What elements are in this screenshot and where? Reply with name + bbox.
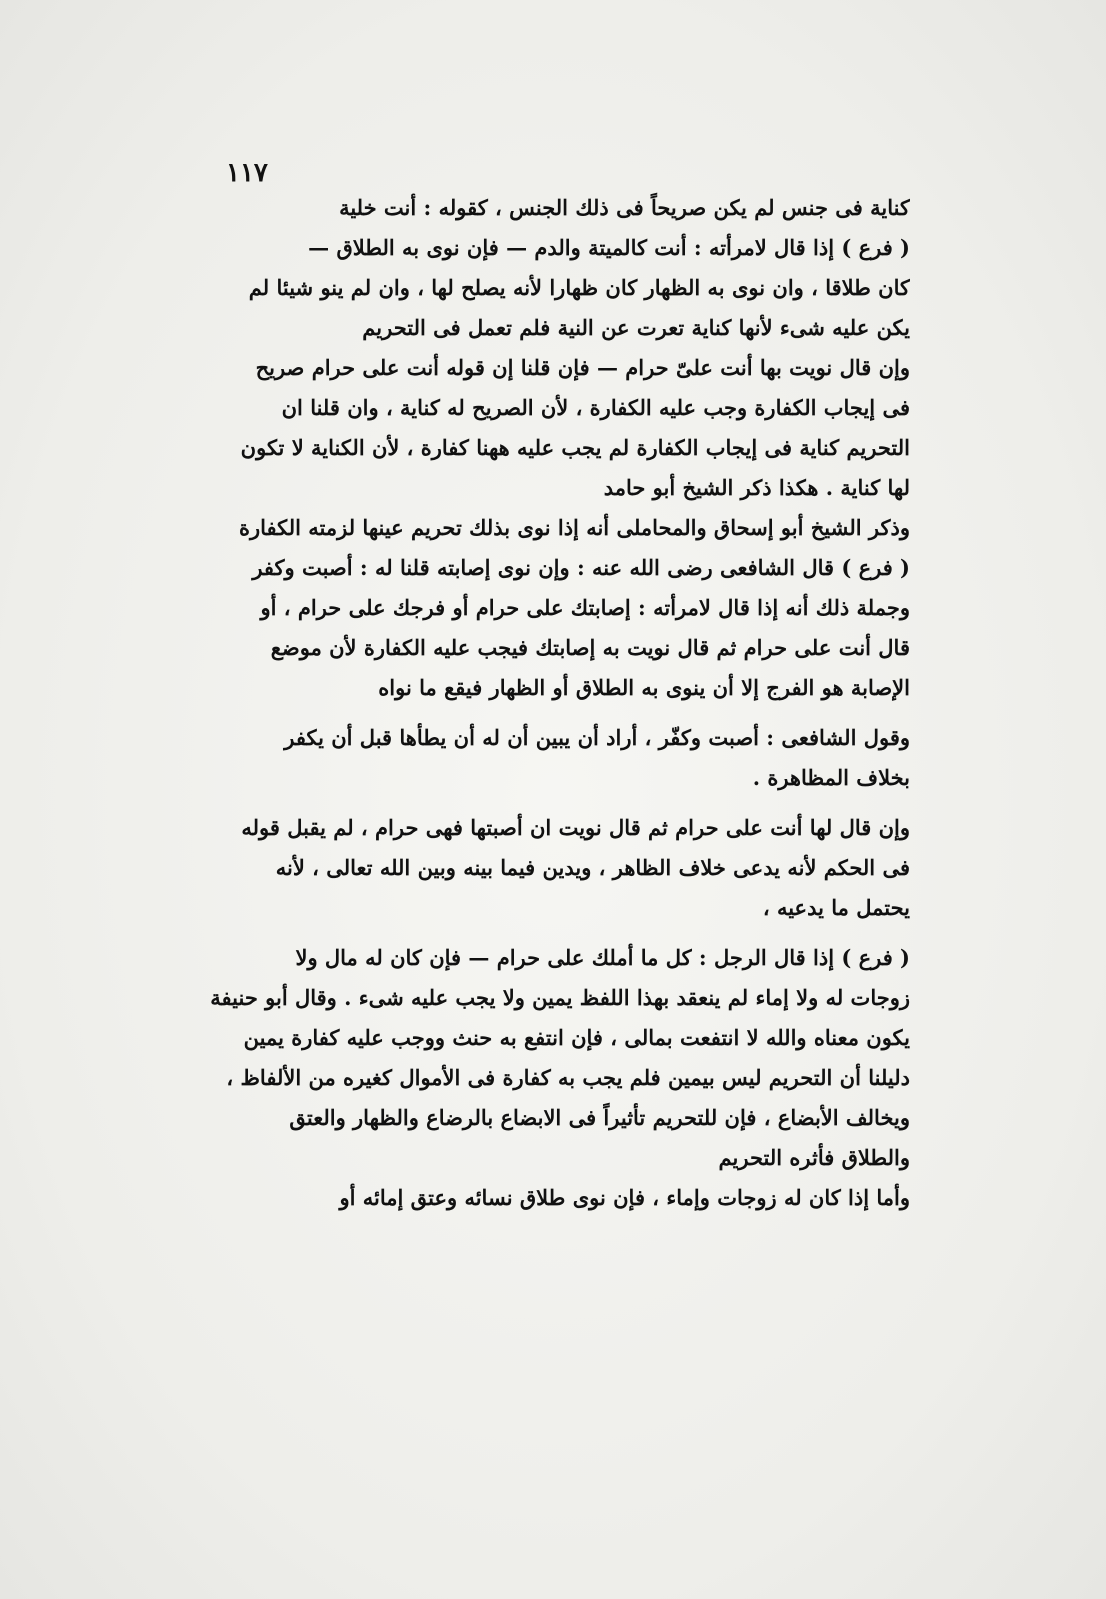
text-line: كان طلاقا ، وان نوى به الظهار كان ظهارا لأنه يصلح لها ، وان لم ينو شيئا لم <box>248 275 910 300</box>
text-line: يحتمل ما يدعيه ، <box>762 895 910 920</box>
paragraph-gap <box>186 928 910 938</box>
text-line: لها كناية . هكذا ذكر الشيخ أبو حامد <box>603 475 910 500</box>
text-line: فى إيجاب الكفارة وجب عليه الكفارة ، لأن الصريح له كناية ، وان قلنا ان <box>281 395 910 420</box>
text-line: وإن قال نويت بها أنت علىّ حرام — فإن قلنا إن قوله أنت على حرام صريح <box>255 355 910 380</box>
text-line: يكن عليه شىء لأنها كناية تعرت عن النية فلم تعمل فى التحريم <box>362 315 910 340</box>
text-line: يكون معناه والله لا انتفعت بمالى ، فإن انتفع به حنث ووجب عليه كفارة يمين <box>243 1025 910 1050</box>
text-line: ( فرع ) قال الشافعى رضى الله عنه : وإن نوى إصابته قلنا له : أصبت وكفر <box>252 555 910 580</box>
text-line: ( فرع ) إذا قال الرجل : كل ما أملك على حرام — فإن كان له مال ولا <box>295 945 910 970</box>
text-line: كناية فى جنس لم يكن صريحاً فى ذلك الجنس ، كقوله : أنت خلية <box>339 195 910 220</box>
body-text <box>186 188 910 1218</box>
text-line: فى الحكم لأنه يدعى خلاف الظاهر ، ويدين فيما بينه وبين الله تعالى ، لأنه <box>275 855 910 880</box>
text-line: ويخالف الأبضاع ، فإن للتحريم تأثيراً فى الابضاع بالرضاع والظهار والعتق <box>289 1105 910 1130</box>
text-line: وأما إذا كان له زوجات وإماء ، فإن نوى طلاق نسائه وعتق إمائه أو <box>339 1185 910 1210</box>
text-line: وإن قال لها أنت على حرام ثم قال نويت ان أصبتها فهى حرام ، لم يقبل قوله <box>241 815 910 840</box>
text-line: والطلاق فأثره التحريم <box>718 1145 910 1170</box>
text-line: وقول الشافعى : أصبت وكفّر ، أراد أن يبين أن له أن يطأها قبل أن يكفر <box>284 725 910 750</box>
text-line: قال أنت على حرام ثم قال نويت به إصابتك فيجب عليه الكفارة لأن موضع <box>270 635 910 660</box>
paragraph-gap <box>186 708 910 718</box>
paragraph-gap <box>186 798 910 808</box>
text-line: بخلاف المظاهرة . <box>752 765 910 790</box>
text-line: وذكر الشيخ أبو إسحاق والمحاملى أنه إذا نوى بذلك تحريم عينها لزمته الكفارة <box>238 515 910 540</box>
text-line: زوجات له ولا إماء لم ينعقد بهذا اللفظ يمين ولا يجب عليه شىء . وقال أبو حنيفة <box>210 985 910 1010</box>
page-number: ١١٧ <box>226 158 268 188</box>
text-line: التحريم كناية فى إيجاب الكفارة لم يجب عليه ههنا كفارة ، لأن الكناية لا تكون <box>240 435 910 460</box>
text-line: الإصابة هو الفرج إلا أن ينوى به الطلاق أو الظهار فيقع ما نواه <box>378 675 910 700</box>
text-line: دليلنا أن التحريم ليس بيمين فلم يجب به كفارة فى الأموال كغيره من الألفاظ ، <box>226 1065 910 1090</box>
text-line: ( فرع ) إذا قال لامرأته : أنت كالميتة والدم — فإن نوى به الطلاق — <box>308 235 910 260</box>
text-line: وجملة ذلك أنه إذا قال لامرأته : إصابتك على حرام أو فرجك على حرام ، أو <box>260 595 910 620</box>
